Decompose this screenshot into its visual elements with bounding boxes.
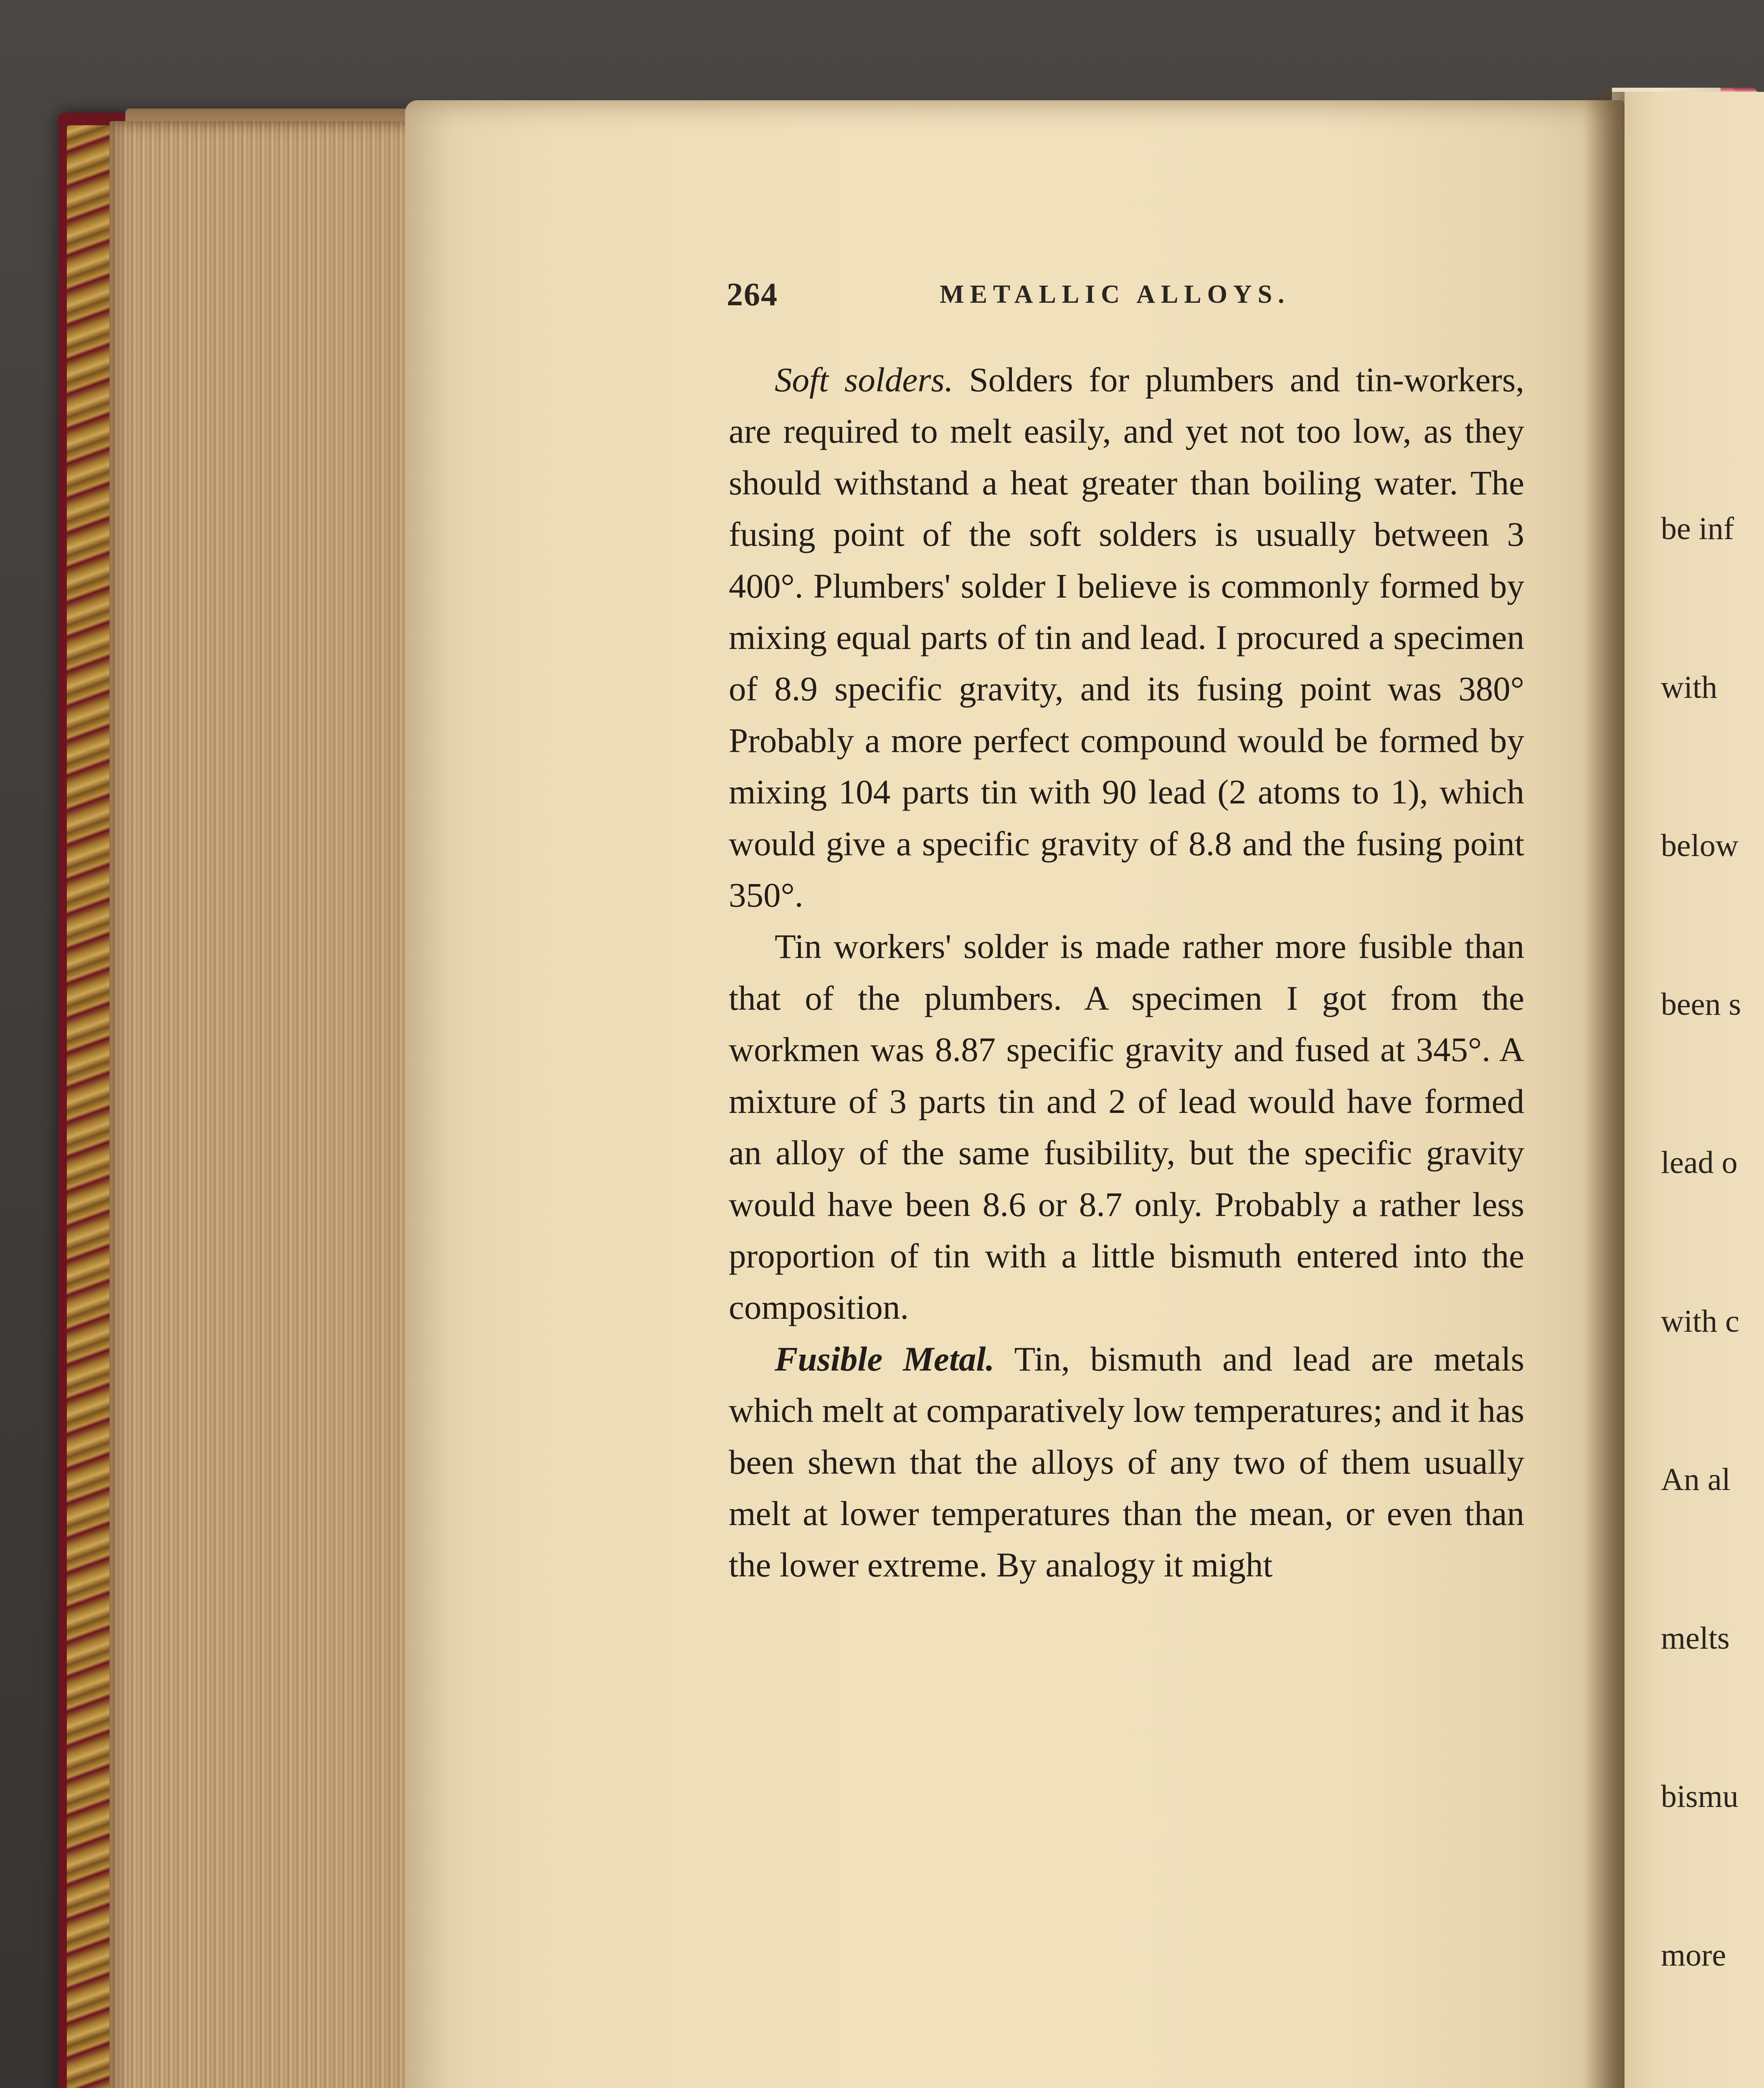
facing-line: be inf: [1661, 511, 1734, 546]
facing-line: An al: [1661, 1462, 1731, 1497]
paragraph-text: Solders for plumbers and tin-workers, are required to melt easily, and yet not too low, as they should withstand a heat greater than boiling water. The fusing point of the soft solders is usually between 3 400°. Plumbers' solder I believe is commonly formed by mixing equal parts of tin and lead. I procured a specimen of 8.9 specific gravity, and its fusing point was 380° Probably a more perfect compound would be formed by mixing 104 parts tin with 90 lead (2 atoms to 1), which would give a specific gravity of 8.8 and the fusing point 350°.: [729, 360, 1524, 915]
paragraph-text: Tin, bismuth and lead are metals which melt at comparatively low temperatures; and it has been shewn that the alloys of any two of them usually melt at lower temperatures than the mean, or even than the lower extreme. By analogy it might: [729, 1339, 1524, 1584]
facing-line: lead o: [1661, 1145, 1738, 1180]
facing-line: below: [1661, 828, 1739, 863]
page-number: 264: [727, 276, 778, 312]
facing-page-text: [1661, 397, 1741, 2088]
facing-line: been s: [1661, 986, 1741, 1022]
paragraph-tin-workers: [729, 921, 1524, 1333]
facing-line: melts: [1661, 1620, 1730, 1656]
paragraph-lead: Soft solders.: [775, 360, 953, 399]
facing-line: with: [1661, 669, 1718, 705]
paragraph-fusible-metal: [729, 1333, 1524, 1591]
facing-line: bismu: [1661, 1779, 1739, 1814]
paragraph-lead: Fusible Metal.: [775, 1339, 995, 1378]
paragraph-text: Tin workers' solder is made rather more fusible than that of the plumbers. A specimen I got from the workmen was 8.87 specific gravity and fused at 345°. A mixture of 3 parts tin and 2 of lead would have formed an alloy of the same fusibility, but the specific gravity would have been 8.6 or 8.7 only. Probably a rather less proportion of tin with a little bismuth entered into the composition.: [729, 927, 1524, 1327]
facing-line: with c: [1661, 1303, 1739, 1339]
paragraph-soft-solders: [729, 354, 1524, 921]
page-edges: [109, 121, 431, 2088]
body-text: [729, 354, 1524, 1591]
gilt-border-ornament: [67, 125, 113, 2088]
facing-line: more: [1661, 1937, 1726, 1973]
running-head: METALLIC ALLOYS.: [940, 280, 1290, 309]
